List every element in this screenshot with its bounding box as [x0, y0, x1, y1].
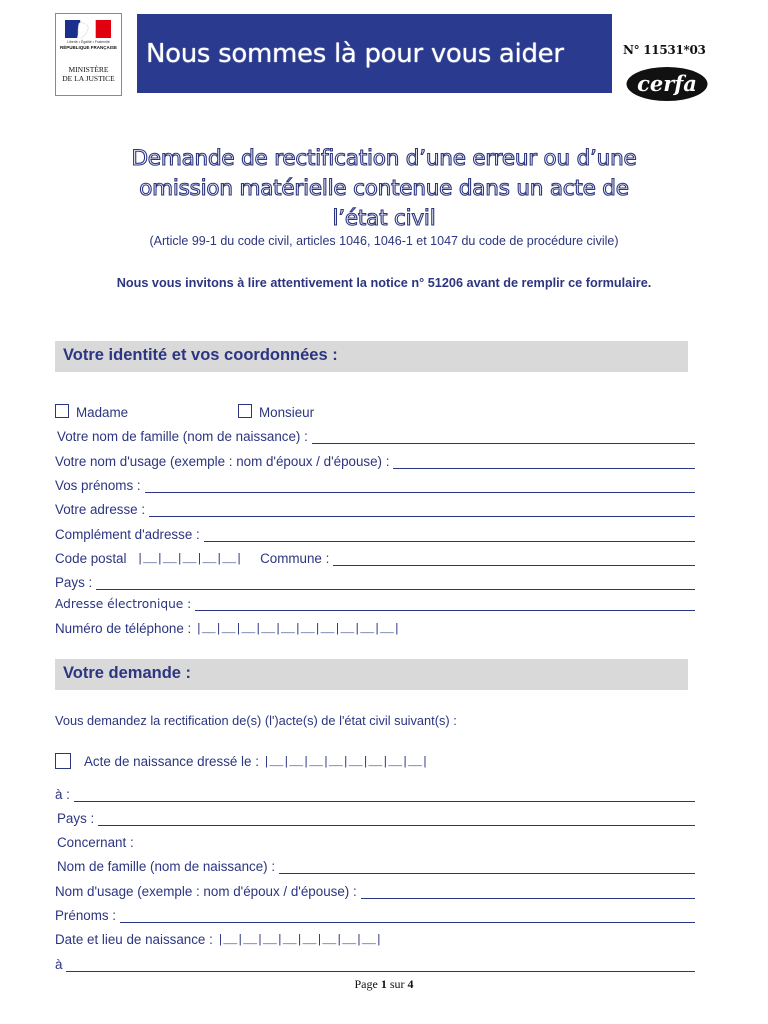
postal-code-field[interactable]: |__|__|__|__|__|	[136, 552, 243, 566]
country-field[interactable]	[96, 576, 695, 590]
postal-commune-row	[55, 548, 695, 566]
usage-name-label: Votre nom d'usage (exemple : nom d'époux / d'épouse) :	[55, 454, 390, 469]
request-country-label: Pays :	[57, 811, 95, 826]
form-title-line2: omission matérielle contenue dans un acte de	[139, 176, 629, 201]
address-field[interactable]	[149, 503, 695, 517]
birth-date-place-label: Date et lieu de naissance :	[55, 932, 213, 947]
place-label: à :	[55, 787, 70, 802]
civility-row	[55, 402, 695, 420]
request-first-names-label: Prénoms :	[55, 908, 117, 923]
first-names-label: Vos prénoms :	[55, 478, 141, 493]
place-row	[55, 784, 695, 802]
logo-ministry-line1: MINISTÈRE	[68, 65, 109, 74]
birth-place-field[interactable]	[66, 958, 695, 972]
notice-instruction: Nous vous invitons à lire attentivement la notice n° 51206 avant de remplir ce formulaire.	[116, 276, 652, 290]
section-identity-header	[55, 341, 688, 372]
request-family-name-field[interactable]	[279, 860, 695, 874]
cerfa-number: N° 11531*03	[623, 43, 706, 57]
cerfa-logo	[626, 66, 708, 102]
concerning-row	[55, 832, 695, 850]
address-row	[55, 499, 695, 517]
page-footer	[0, 977, 768, 992]
request-family-name-label: Nom de famille (nom de naissance) :	[57, 859, 276, 874]
country-row	[55, 572, 695, 590]
header-banner	[137, 14, 612, 93]
birth-act-row	[55, 751, 695, 769]
logo-republic: RÉPUBLIQUE FRANÇAISE	[59, 45, 117, 50]
first-names-field[interactable]	[145, 479, 695, 493]
footer-total-pages: 4	[407, 977, 414, 991]
logo-ministry	[56, 65, 121, 83]
request-usage-name-row	[55, 881, 695, 899]
first-names-row	[55, 475, 695, 493]
email-row	[55, 593, 695, 611]
usage-name-row	[55, 451, 695, 469]
postal-code-label: Code postal	[55, 551, 127, 566]
birth-place-row	[55, 954, 695, 972]
request-intro: Vous demandez la rectification de(s) (l')acte(s) de l'état civil suivant(s) :	[55, 713, 457, 728]
family-name-row	[55, 426, 695, 444]
cerfa-logo-text: cerfa	[637, 71, 697, 96]
birth-date-place-row	[55, 929, 695, 947]
request-country-field[interactable]	[98, 812, 695, 826]
request-intro-row	[55, 710, 695, 728]
marianne-flag-icon	[65, 20, 111, 38]
section-request-title: Votre demande :	[63, 664, 192, 682]
madame-option[interactable]	[55, 404, 238, 420]
birth-place-label: à	[55, 957, 63, 972]
request-country-row	[55, 808, 695, 826]
family-name-label: Votre nom de famille (nom de naissance) :	[57, 429, 308, 444]
footer-sur: sur	[389, 977, 405, 991]
address-complement-field[interactable]	[204, 528, 695, 542]
legal-articles: (Article 99-1 du code civil, articles 1046, 1046-1 et 1047 du code de procédure civile)	[149, 234, 619, 248]
email-label: Adresse électronique :	[55, 597, 192, 611]
footer-page-number: 1	[380, 977, 387, 991]
logo-ministry-line2: DE LA JUSTICE	[62, 74, 115, 83]
phone-label: Numéro de téléphone :	[55, 621, 192, 636]
birth-date-field[interactable]: |__|__|__|__|__|__|__|__|	[216, 933, 382, 947]
usage-name-field[interactable]	[393, 455, 695, 469]
address-complement-label: Complément d'adresse :	[55, 527, 200, 542]
monsieur-checkbox[interactable]	[238, 404, 252, 418]
email-field[interactable]	[195, 597, 695, 611]
madame-checkbox[interactable]	[55, 404, 69, 418]
footer-page-label: Page	[354, 977, 378, 991]
monsieur-option[interactable]	[238, 404, 314, 420]
form-title	[40, 144, 728, 234]
birth-act-label: Acte de naissance dressé le :	[84, 754, 259, 769]
request-usage-name-label: Nom d'usage (exemple : nom d'époux / d'épouse) :	[55, 884, 357, 899]
phone-field[interactable]: |__|__|__|__|__|__|__|__|__|__|	[195, 622, 400, 636]
request-first-names-row	[55, 905, 695, 923]
banner-text: Nous sommes là pour vous aider	[146, 38, 564, 69]
form-title-line1: Demande de rectification d’une erreur ou d’une	[131, 146, 637, 171]
request-family-name-row	[55, 856, 695, 874]
ministry-logo	[55, 13, 122, 96]
request-first-names-field[interactable]	[120, 909, 695, 923]
commune-field[interactable]	[333, 552, 695, 566]
commune-label: Commune :	[260, 551, 330, 566]
monsieur-label: Monsieur	[259, 405, 315, 420]
birth-act-checkbox[interactable]	[55, 753, 71, 769]
birth-act-date-field[interactable]: |__|__|__|__|__|__|__|__|	[262, 755, 428, 769]
logo-motto: Liberté • Égalité • Fraternité	[67, 40, 110, 44]
place-field[interactable]	[74, 788, 695, 802]
phone-row	[55, 618, 695, 636]
request-usage-name-field[interactable]	[361, 885, 695, 899]
section-identity-title: Votre identité et vos coordonnées :	[63, 346, 338, 364]
address-label: Votre adresse :	[55, 502, 146, 517]
section-request-header	[55, 659, 688, 690]
address-complement-row	[55, 524, 695, 542]
form-title-line3: l’état civil	[332, 206, 436, 231]
country-label: Pays :	[55, 575, 93, 590]
family-name-field[interactable]	[312, 430, 695, 444]
madame-label: Madame	[76, 405, 129, 420]
concerning-label: Concernant :	[57, 835, 134, 850]
